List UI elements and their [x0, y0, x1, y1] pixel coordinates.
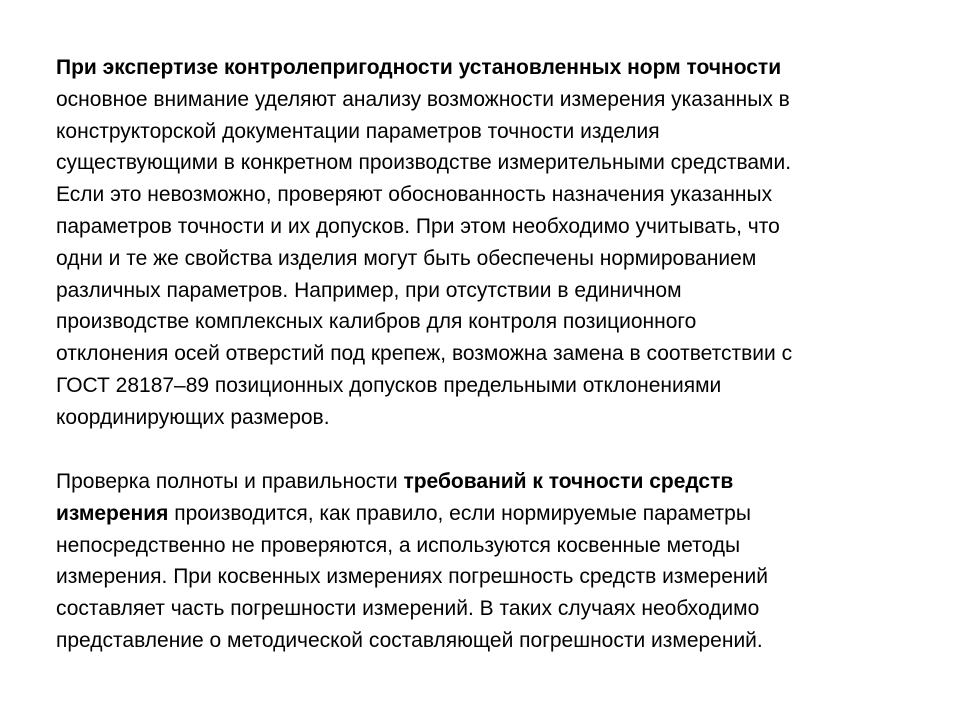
paragraph-2-line-4: измерения. При косвенных измерениях погрешность средств измерений — [56, 565, 768, 589]
paragraph-2-line-2 — [56, 498, 926, 530]
paragraph-2-line-1-normal: Проверка полноты и правильности — [56, 470, 404, 493]
paragraph-measurement-requirements — [56, 466, 926, 657]
paragraph-1-line-10: отклонения осей отверстий под крепеж, возможна замена в соответствии с — [56, 342, 793, 366]
paragraph-2-line-6: представление о методической составляющей погрешности измерений. — [56, 628, 763, 652]
paragraph-2-line-1 — [56, 466, 926, 498]
paragraph-1-line-3: конструкторской документации параметров точности изделия — [56, 119, 660, 143]
paragraph-1-line-7: одни и те же свойства изделия могут быть обеспечены нормированием — [56, 246, 757, 270]
paragraph-1-line-11: ГОСТ 28187–89 позиционных допусков предельными отклонениями — [56, 373, 722, 397]
paragraph-1-line-4: существующими в конкретном производстве измерительными средствами. — [56, 151, 792, 175]
paragraph-1-line-12: координирующих размеров. — [56, 405, 330, 429]
paragraph-2-line-5: составляет часть погрешности измерений. В таких случаях необходимо — [56, 597, 760, 621]
paragraph-contr-pригодность — [56, 52, 926, 434]
paragraph-1-line-6: параметров точности и их допусков. При этом необходимо учитывать, что — [56, 214, 780, 238]
paragraph-1-line-5: Если это невозможно, проверяют обоснованность назначения указанных — [56, 183, 773, 207]
paragraph-2-line-1-bold: требований к точности средств — [403, 470, 734, 493]
paragraph-1-line-9: производстве комплексных калибров для контроля позиционного — [56, 310, 697, 334]
paragraph-1-line-2: основное внимание уделяют анализу возможности измерения указанных в — [56, 87, 790, 111]
paragraph-1-line-1-heading: При экспертизе контролепригодности установленных норм точности — [56, 56, 782, 79]
paragraph-1-line-8: различных параметров. Например, при отсутствии в единичном — [56, 278, 682, 302]
paragraph-2-line-2-normal: производится, как правило, если нормируемые параметры — [168, 501, 751, 525]
paragraph-2-line-2-bold: измерения — [56, 501, 169, 525]
paragraph-2-line-3: непосредственно не проверяются, а используются косвенные методы — [56, 533, 741, 557]
